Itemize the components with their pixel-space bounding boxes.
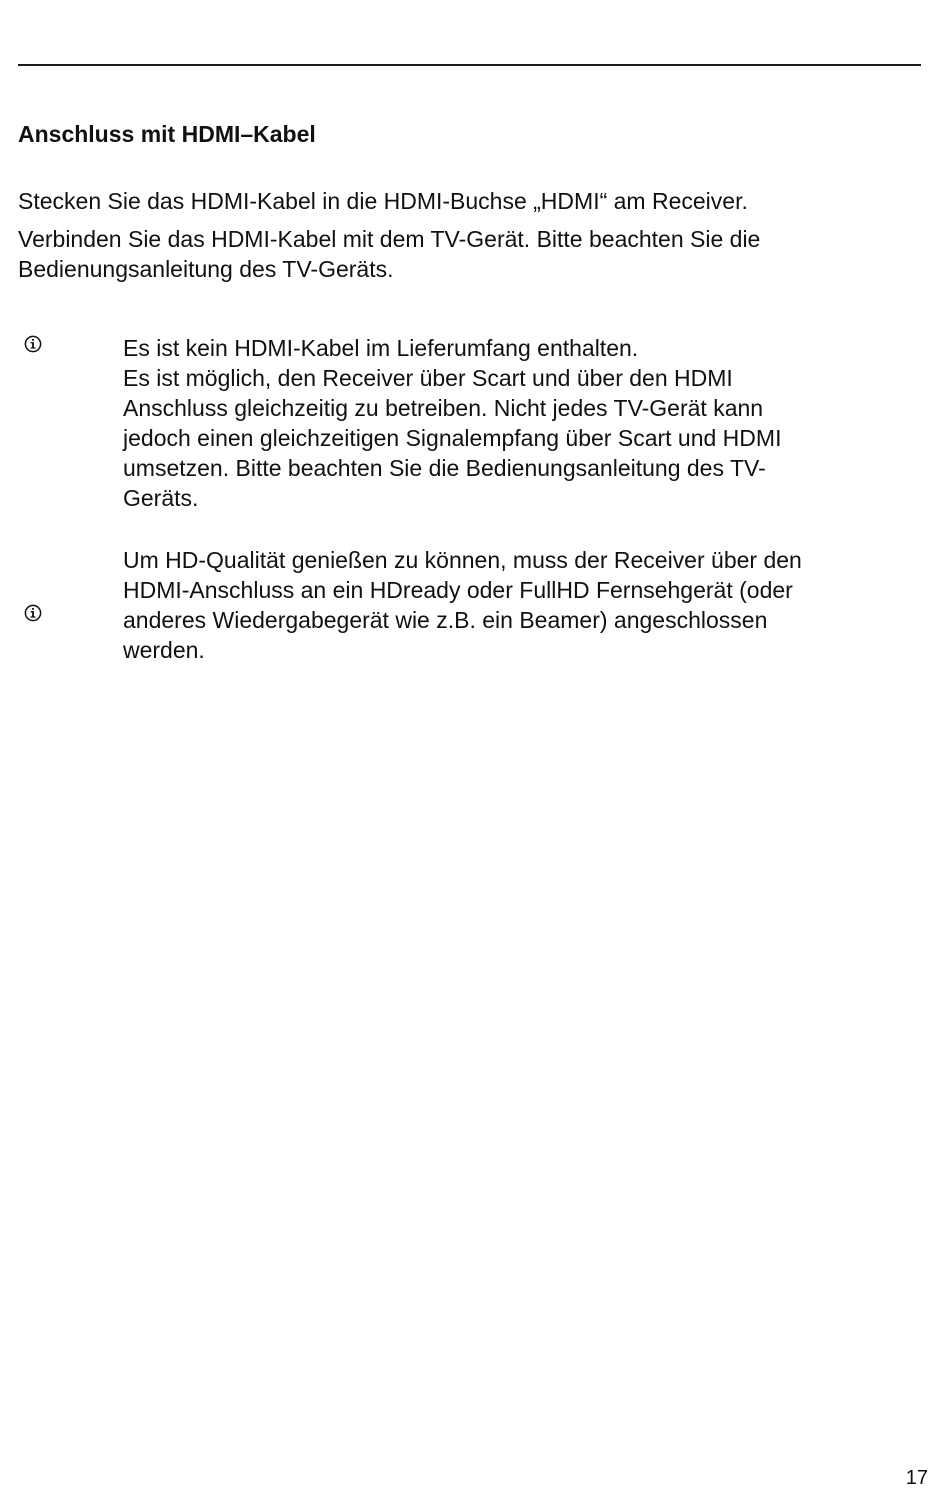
- note-text-2: Um HD-Qualität genießen zu können, muss der Receiver über den HDMI-Anschluss an ein HDready oder FullHD Fernsehgerät (oder anderes Wiedergabegerät wie z.B. ein Beamer) angeschlossen werden.: [123, 547, 802, 663]
- page-number: 17: [905, 1467, 928, 1489]
- instruction-paragraph-2: Verbinden Sie das HDMI-Kabel mit dem TV-Gerät. Bitte beachten Sie die Bedienungsanleitung des TV-Geräts.: [18, 226, 761, 282]
- section-heading: Anschluss mit HDMI–Kabel: [18, 121, 316, 147]
- info-icon: [24, 604, 42, 622]
- info-icon: [24, 335, 42, 353]
- header-rule: [18, 64, 921, 66]
- note-text-1: Es ist kein HDMI-Kabel im Lieferumfang enthalten. Es ist möglich, den Receiver über Scart und über den HDMI Anschluss gleichzeitig zu betreiben. Nicht jedes TV-Gerät kann jedoch einen gleichzeitigen Signalempfang über Scart und HDMI umsetzen. Bitte beachten Sie die Bedienungsanleitung des TV- Geräts.: [123, 335, 782, 511]
- instruction-paragraph-1: Stecken Sie das HDMI-Kabel in die HDMI-Buchse „HDMI“ am Receiver.: [18, 188, 748, 214]
